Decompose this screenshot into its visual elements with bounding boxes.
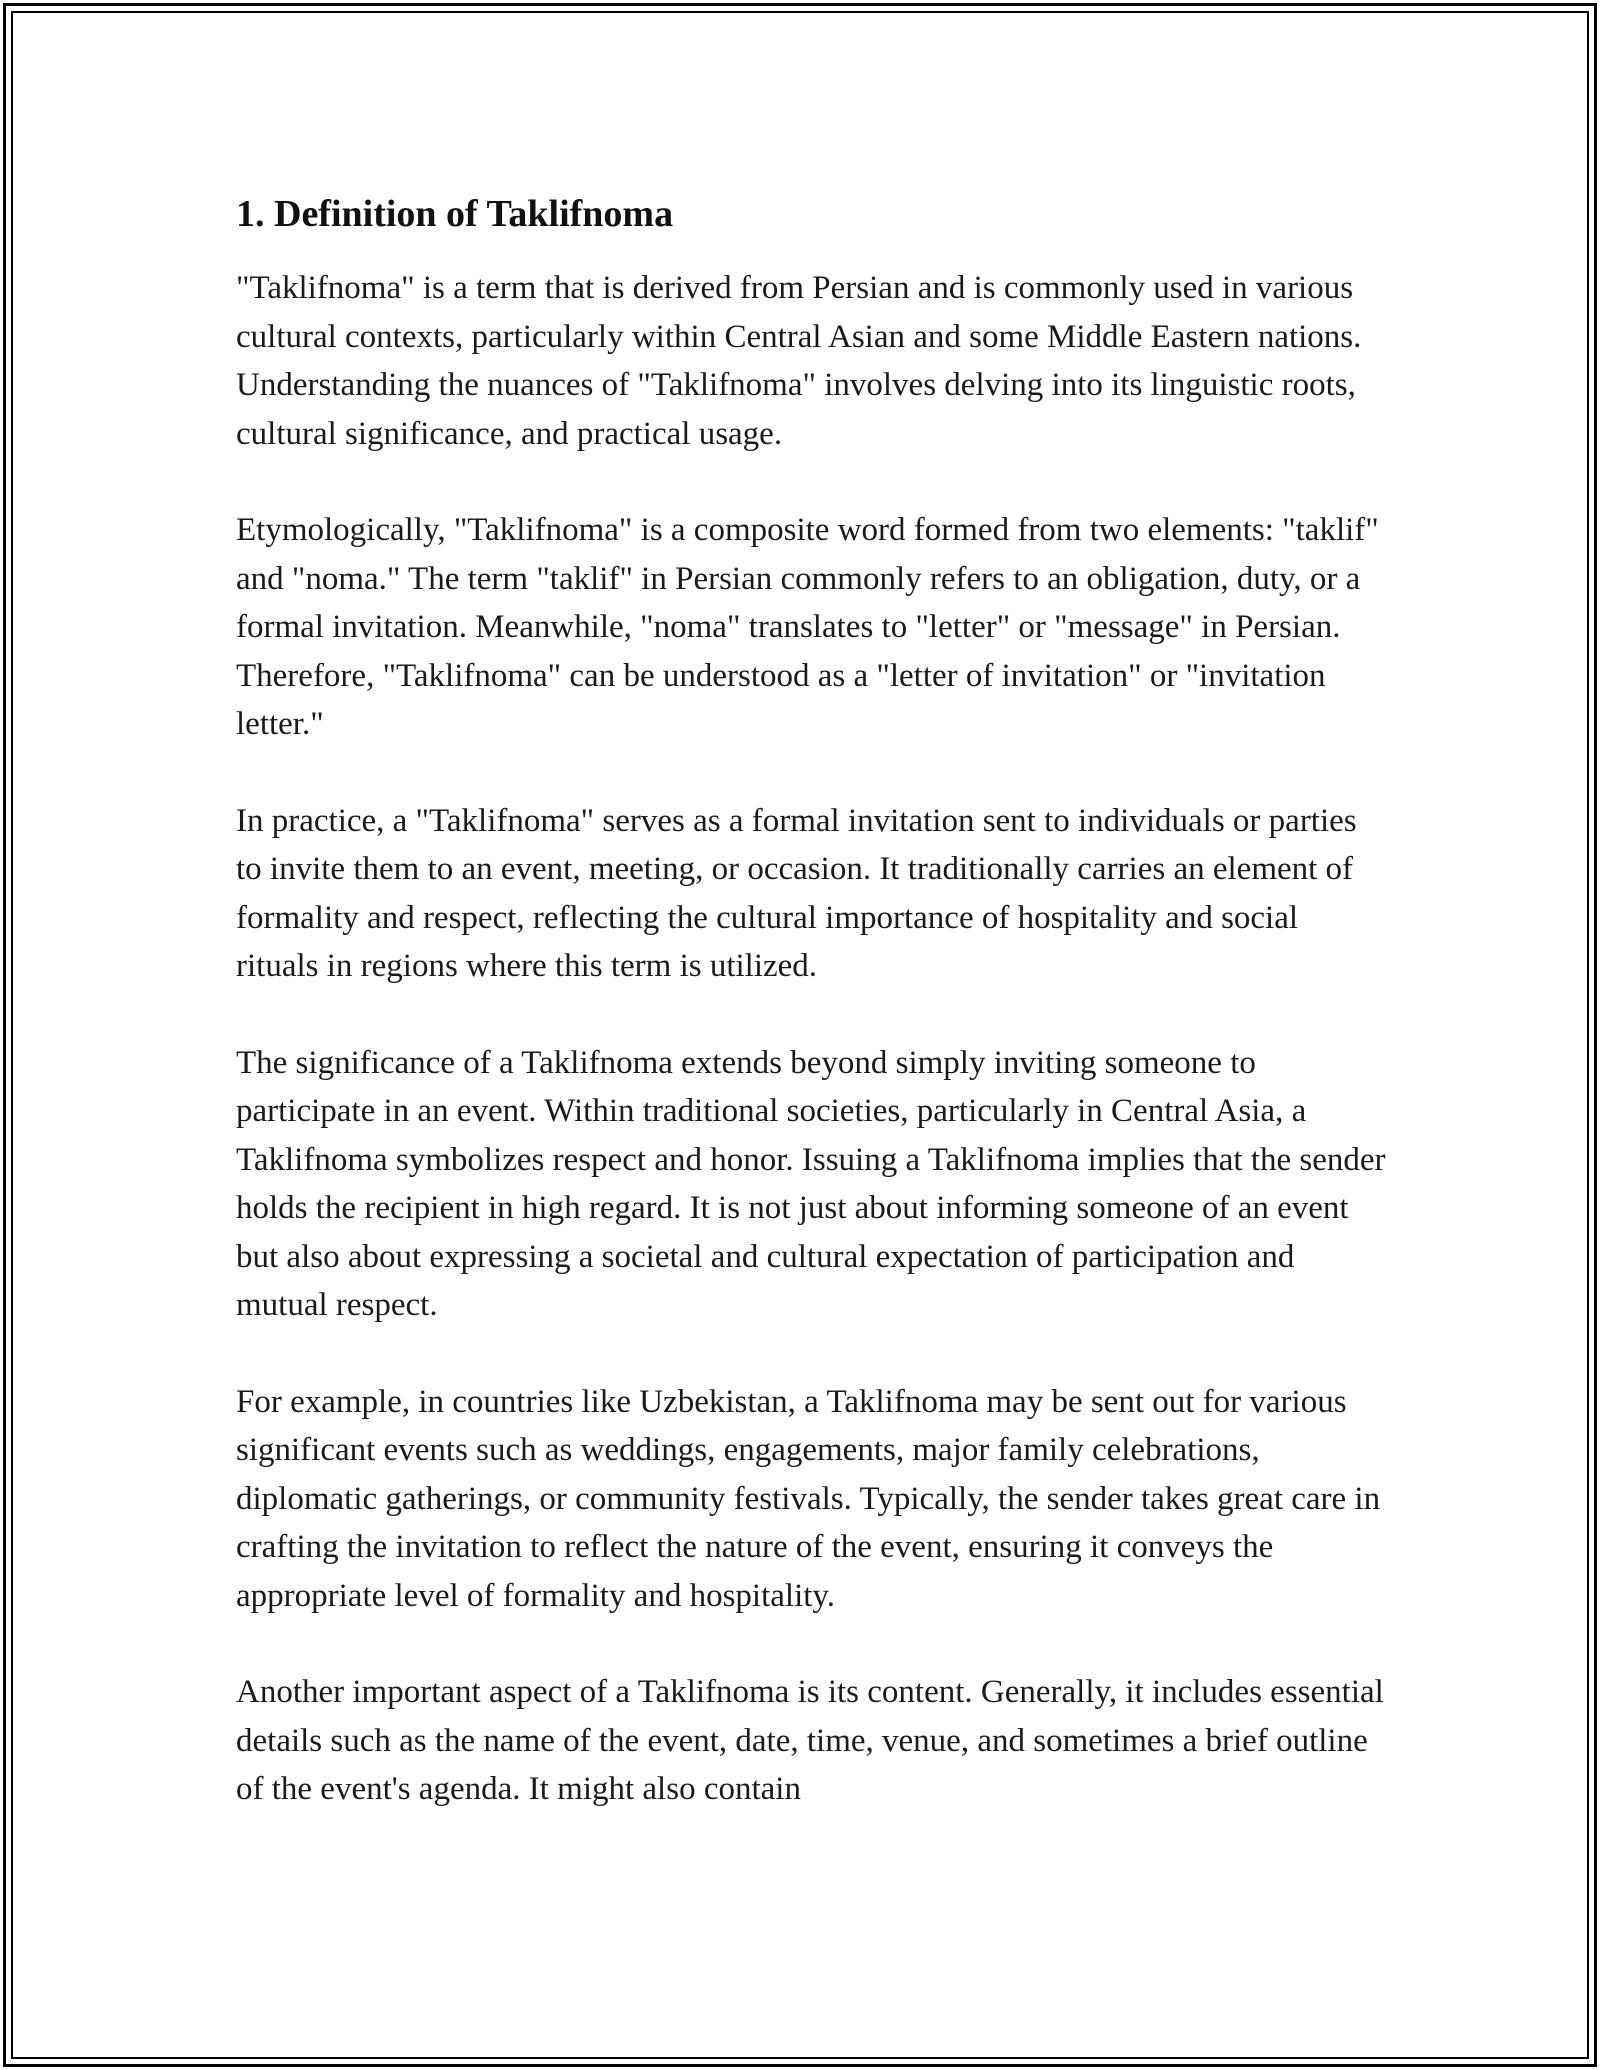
paragraph-etymology: Etymologically, "Taklifnoma" is a composite word formed from two elements: "taklif" and "noma." The term "taklif" in Persian commonly refers to an obligation, duty, or a formal invitation. Meanwhile, "noma" translates to "letter" or "message" in Persian. Therefore, "Taklifnoma" can be understood as a "letter of invitation" or "invitation letter." [236, 512, 1379, 742]
paragraph-practice: In practice, a "Taklifnoma" serves as a formal invitation sent to individuals or parties to invite them to an event, meeting, or occasion. It traditionally carries an element of formality and respect, reflecting the cultural importance of hospitality and social rituals in regions where this term is utilized. [236, 802, 1357, 984]
document-body [236, 186, 1386, 1862]
paragraph-significance: The significance of a Taklifnoma extends beyond simply inviting someone to participate in an event. Within traditional societies, particularly in Central Asia, a Taklifnoma symbolizes respect and honor. Issuing a Taklifnoma implies that the sender holds the recipient in high regard. It is not just about informing someone of an event but also about expressing a societal and cultural expectation of participation and mutual respect. [236, 1044, 1386, 1323]
paragraph-example: For example, in countries like Uzbekistan, a Taklifnoma may be sent out for various significant events such as weddings, engagements, major family celebrations, diplomatic gatherings, or community festivals. Typically, the sender takes great care in crafting the invitation to reflect the nature of the event, ensuring it conveys the appropriate level of formality and hospitality. [236, 1383, 1381, 1614]
paragraph-intro: "Taklifnoma" is a term that is derived from Persian and is commonly used in various cultural contexts, particularly within Central Asian and some Middle Eastern nations. Understanding the nuances of "Taklifnoma" involves delving into its linguistic roots, cultural significance, and practical usage. [236, 270, 1362, 452]
section-heading: 1. Definition of Taklifnoma [236, 193, 674, 235]
paragraph-content: Another important aspect of a Taklifnoma is its content. Generally, it includes essential details such as the name of the event, date, time, venue, and sometimes a brief outline of the event's agenda. It might also contain [236, 1674, 1384, 1807]
